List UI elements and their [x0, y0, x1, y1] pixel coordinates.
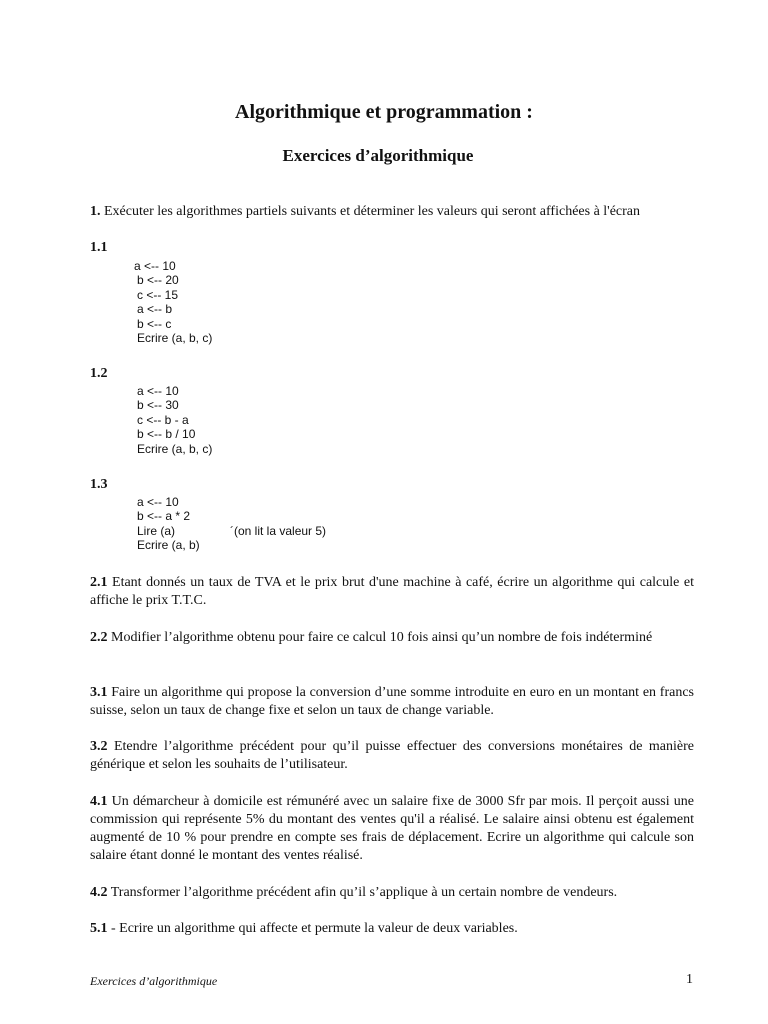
exercise-number: 2.1 — [90, 575, 108, 590]
code-comment: ´(on lit la valeur 5) — [230, 524, 327, 538]
code-line: b <-- 30 — [137, 398, 179, 413]
exercise-1-3-heading: 1.3 — [90, 477, 108, 492]
exercise-2-1 — [90, 574, 694, 610]
exercise-4-2 — [90, 884, 694, 902]
exercise-text: Exécuter les algorithmes partiels suivants et déterminer les valeurs qui seront affichées à l'écran — [104, 204, 641, 219]
exercise-1-1-code — [134, 259, 212, 345]
code-line: c <-- 15 — [137, 287, 179, 302]
exercise-3-2 — [90, 738, 694, 774]
exercise-number: 1. — [90, 204, 101, 219]
code-line: Ecrire (a, b, c) — [137, 441, 213, 456]
code-line: a <-- 10 — [134, 259, 176, 273]
exercise-1-1-heading: 1.1 — [90, 240, 108, 255]
code-line: a <-- 10 — [137, 384, 179, 398]
exercise-1-2-code — [137, 384, 212, 456]
document-subtitle: Exercices d’algorithmique — [282, 146, 474, 165]
footer-title: Exercices d’algorithmique — [90, 974, 218, 988]
code-line: Lire (a) — [137, 523, 176, 538]
exercise-text: Un démarcheur à domicile est rémunéré avec un salaire fixe de 3000 Sfr par mois. Il perçoit aussi une commission qui représente 5% du montant des ventes qu'il a réalisé. Le salaire ainsi obtenu est également augmenté de 10 % pour prendre en compte ses frais de déplacement. Ecrire un algorithme qui calcule son salaire étant donné le montant des ventes réalisé. — [90, 794, 694, 863]
exercise-number: 3.1 — [90, 685, 108, 700]
exercise-1-2-heading: 1.2 — [90, 366, 108, 381]
exercise-text: Transformer l’algorithme précédent afin qu’il s’applique à un certain nombre de vendeurs. — [110, 885, 618, 900]
code-line: b <-- 20 — [137, 273, 179, 288]
exercise-5-1 — [90, 920, 694, 938]
code-line: a <-- 10 — [137, 495, 179, 509]
exercise-1-3-code — [137, 495, 200, 553]
exercise-text: - Ecrire un algorithme qui affecte et permute la valeur de deux variables. — [111, 921, 518, 936]
code-line: a <-- b — [137, 302, 173, 317]
exercise-2-2 — [90, 629, 694, 647]
exercise-number: 4.1 — [90, 794, 108, 809]
exercise-3-1 — [90, 684, 694, 720]
exercise-number: 2.2 — [90, 630, 108, 645]
page-number: 1 — [686, 972, 693, 987]
code-line: b <-- c — [137, 316, 172, 331]
exercise-text: Modifier l’algorithme obtenu pour faire ce calcul 10 fois ainsi qu’un nombre de fois indéterminé — [111, 630, 653, 645]
exercise-text: Faire un algorithme qui propose la conversion d’une somme introduite en euro en un montant en francs suisse, selon un taux de change fixe et selon un taux de change variable. — [90, 685, 694, 718]
exercise-number: 3.2 — [90, 739, 108, 754]
code-line: c <-- b - a — [137, 412, 189, 427]
code-line: Ecrire (a, b) — [137, 538, 200, 553]
document-title: Algorithmique et programmation : — [235, 101, 533, 123]
code-line: b <-- a * 2 — [137, 509, 191, 524]
code-line: b <-- b / 10 — [137, 427, 196, 442]
exercise-1-intro — [90, 203, 694, 221]
code-line: Ecrire (a, b, c) — [137, 331, 213, 346]
exercise-4-1 — [90, 793, 694, 865]
exercise-number: 5.1 — [90, 921, 108, 936]
exercise-text: Etant donnés un taux de TVA et le prix brut d'une machine à café, écrire un algorithme qui calcule et affiche le prix T.T.C. — [90, 575, 695, 608]
exercise-number: 4.2 — [90, 885, 108, 900]
exercise-text: Etendre l’algorithme précédent pour qu’il puisse effectuer des conversions monétaires de manière générique et selon les souhaits de l’utilisateur. — [90, 739, 695, 772]
